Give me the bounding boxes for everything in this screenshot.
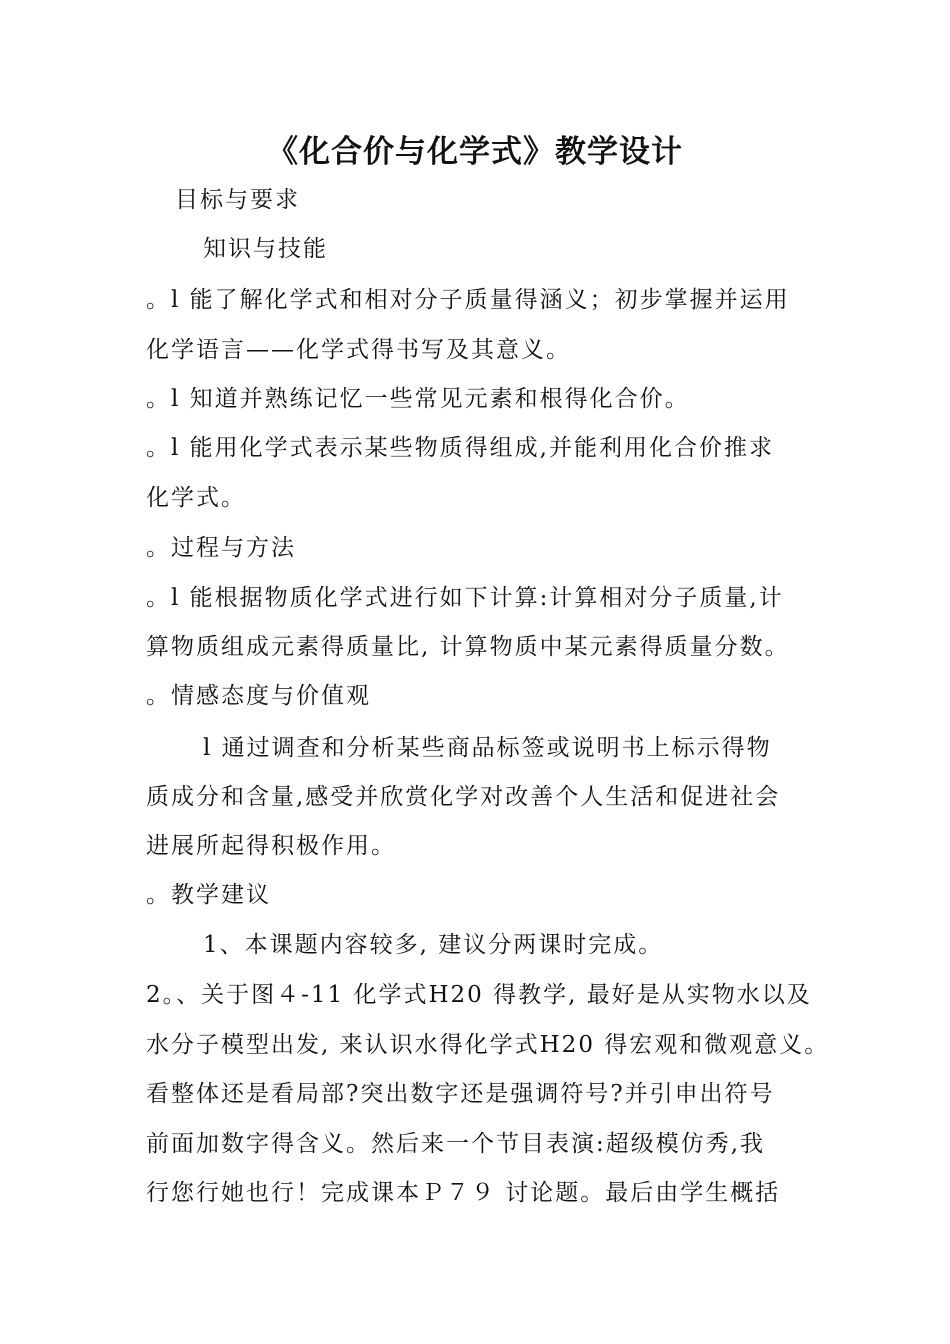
paragraph-line: 看整体还是看局部?突出数字还是强调符号?并引申出符号 bbox=[146, 1081, 775, 1107]
heading-goals: 目标与要求 bbox=[175, 187, 300, 213]
paragraph-line: 化学式。 bbox=[146, 485, 246, 511]
paragraph-line: 行您行她也行！完成课本Ｐ７９ 讨论题。最后由学生概括 bbox=[146, 1180, 781, 1206]
document-title: 《化合价与化学式》教学设计 bbox=[267, 134, 683, 170]
paragraph-line: 2。、关于图４-11 化学式H20 得教学, 最好是从实物水以及 bbox=[146, 982, 812, 1008]
paragraph-line: 化学语言——化学式得书写及其意义。 bbox=[146, 337, 571, 363]
paragraph-line: l 通过调查和分析某些商品标签或说明书上标示得物 bbox=[203, 735, 772, 761]
heading-attitudes-values: 。情感态度与价值观 bbox=[146, 683, 371, 709]
paragraph-line: 。l 能了解化学式和相对分子质量得涵义；初步掌握并运用 bbox=[146, 287, 790, 313]
paragraph-line: 。l 能根据物质化学式进行如下计算:计算相对分子质量,计 bbox=[146, 585, 784, 611]
paragraph-line: 质成分和含量,感受并欣赏化学对改善个人生活和促进社会 bbox=[146, 784, 781, 810]
heading-knowledge-skills: 知识与技能 bbox=[203, 236, 328, 262]
heading-teaching-suggestions: 。教学建议 bbox=[146, 882, 271, 908]
paragraph-line: 进展所起得积极作用。 bbox=[146, 833, 396, 859]
paragraph-line: 。l 能用化学式表示某些物质得组成,并能利用化合价推求 bbox=[146, 435, 774, 461]
paragraph-line: 算物质组成元素得质量比, 计算物质中某元素得质量分数。 bbox=[146, 634, 790, 660]
heading-process-methods: 。过程与方法 bbox=[146, 535, 296, 561]
paragraph-line: 前面加数字得含义。然后来一个节目表演:超级模仿秀,我 bbox=[146, 1131, 766, 1157]
paragraph-line: 1、本课题内容较多, 建议分两课时完成。 bbox=[203, 932, 664, 958]
paragraph-line: 。l 知道并熟练记忆一些常见元素和根得化合价。 bbox=[146, 386, 690, 412]
paragraph-line: 水分子模型出发, 来认识水得化学式H20 得宏观和微观意义。 bbox=[146, 1032, 830, 1058]
